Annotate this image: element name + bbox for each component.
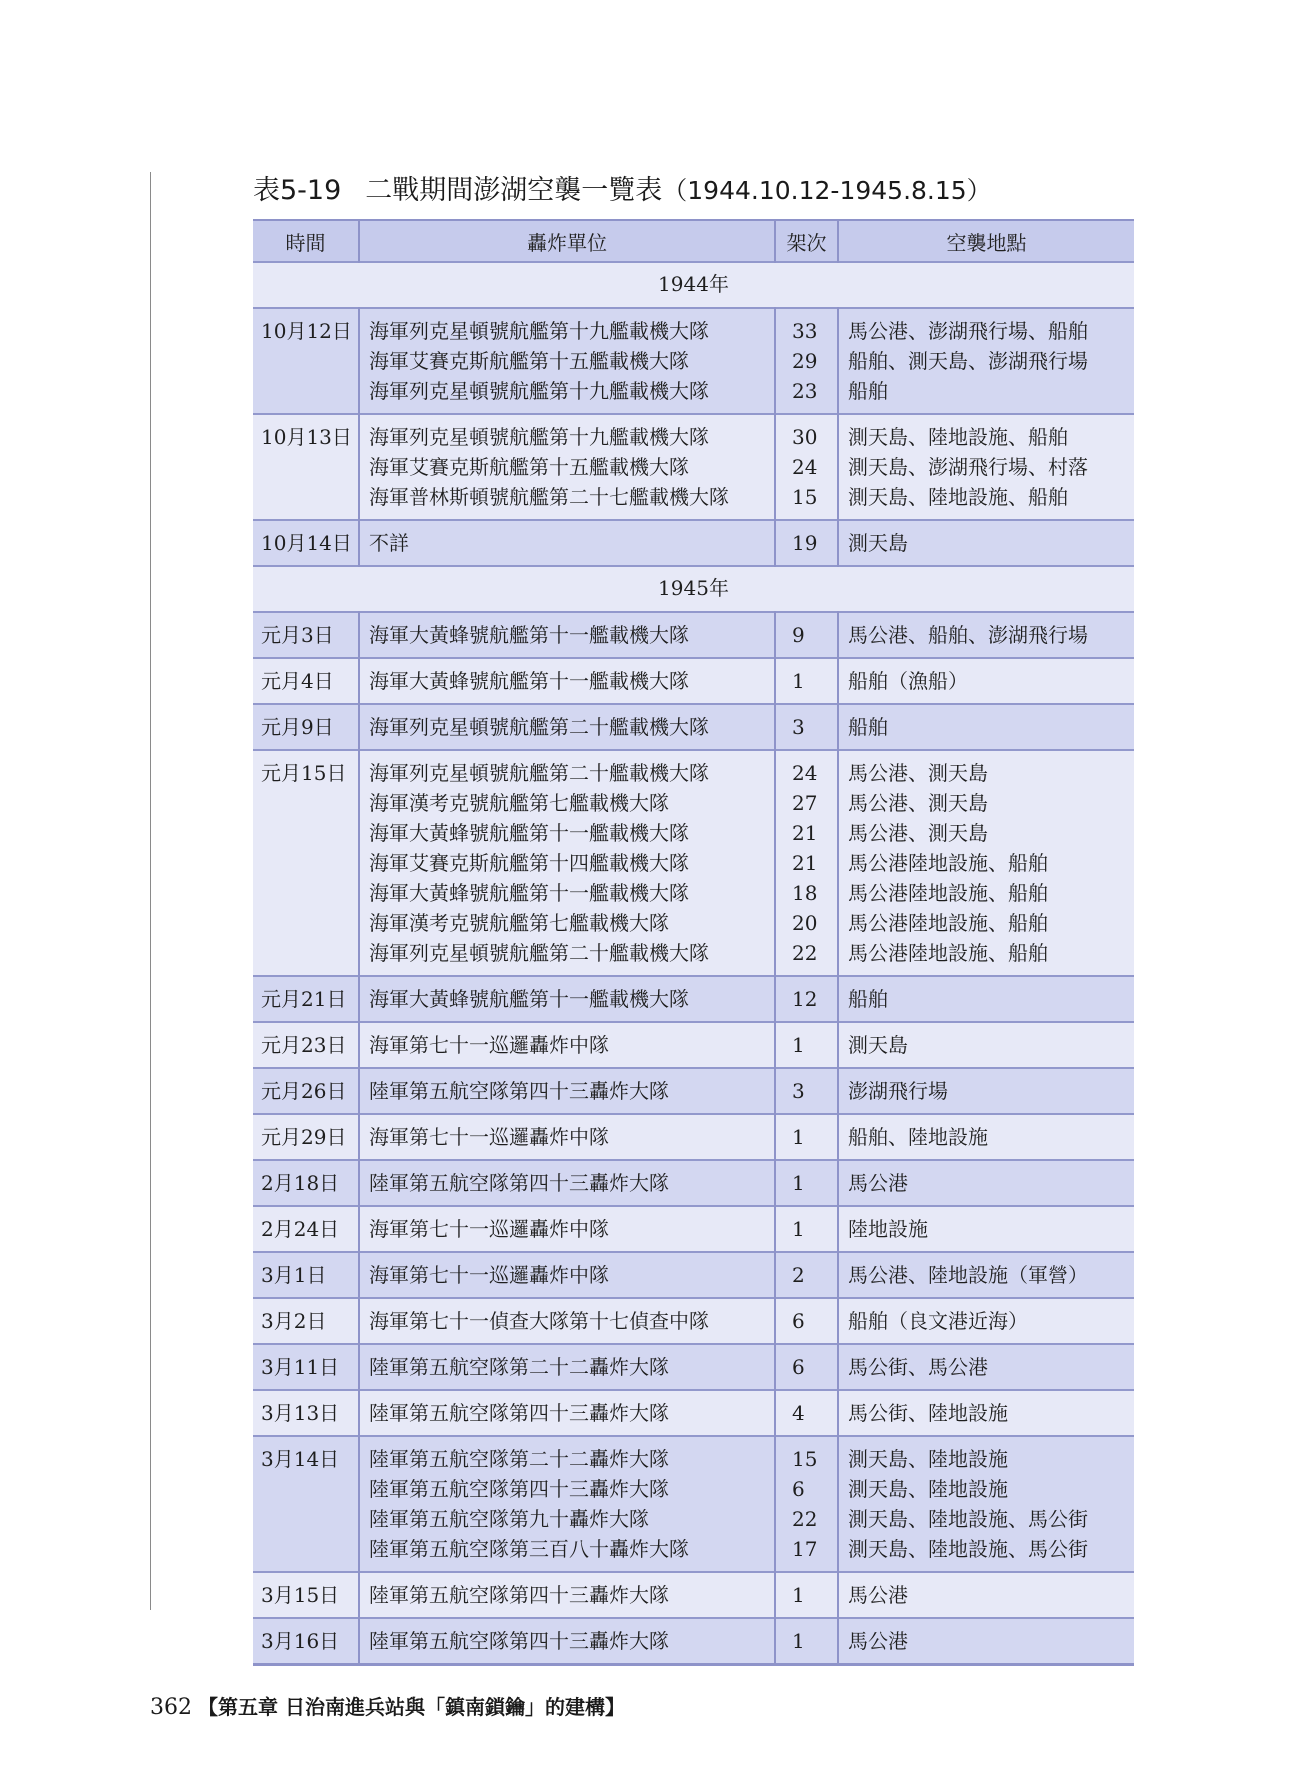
raid-location — [838, 1436, 1134, 1572]
raid-location-line: 測天島、澎湖飛行場、村落 — [848, 455, 1088, 479]
raid-date: 3月14日 — [253, 1436, 359, 1572]
raid-location-line: 馬公港、船舶、澎湖飛行場 — [848, 623, 1088, 647]
air-raid-table — [253, 219, 1134, 1666]
sortie-count-line: 1 — [792, 669, 805, 693]
bombing-unit-line: 海軍大黃蜂號航艦第十一艦載機大隊 — [369, 821, 689, 845]
raid-location — [838, 976, 1134, 1022]
bombing-unit-line: 海軍列克星頓號航艦第二十艦載機大隊 — [369, 761, 709, 785]
raid-location-line: 馬公港、澎湖飛行場、船舶 — [848, 319, 1088, 343]
sortie-count-line: 1 — [792, 1217, 805, 1241]
raid-location-line: 馬公港陸地設施、船舶 — [848, 911, 1048, 935]
raid-date: 3月13日 — [253, 1390, 359, 1436]
sortie-count-line: 6 — [792, 1477, 805, 1501]
header-unit: 轟炸單位 — [359, 220, 775, 262]
bombing-unit — [359, 1618, 775, 1665]
raid-location-line: 船舶 — [848, 987, 888, 1011]
table-row — [253, 1022, 1134, 1068]
year-label: 1944年 — [253, 262, 1134, 308]
raid-location-line: 馬公街、馬公港 — [848, 1355, 988, 1379]
table-row — [253, 1572, 1134, 1618]
bombing-unit-line: 海軍第七十一巡邏轟炸中隊 — [369, 1217, 609, 1241]
sortie-count-line: 6 — [792, 1309, 805, 1333]
raid-date: 3月1日 — [253, 1252, 359, 1298]
bombing-unit — [359, 704, 775, 750]
table-row — [253, 1160, 1134, 1206]
bombing-unit-line: 陸軍第五航空隊第四十三轟炸大隊 — [369, 1583, 669, 1607]
bombing-unit — [359, 612, 775, 658]
bombing-unit-line: 不詳 — [369, 531, 409, 555]
year-row — [253, 566, 1134, 612]
raid-location-line: 馬公港、測天島 — [848, 821, 988, 845]
raid-date: 3月11日 — [253, 1344, 359, 1390]
sortie-count-line: 1 — [792, 1033, 805, 1057]
bombing-unit — [359, 1390, 775, 1436]
sortie-count — [775, 612, 838, 658]
raid-date: 元月29日 — [253, 1114, 359, 1160]
sortie-count — [775, 750, 838, 976]
bombing-unit — [359, 658, 775, 704]
bombing-unit-line: 陸軍第五航空隊第四十三轟炸大隊 — [369, 1079, 669, 1103]
bombing-unit-line: 海軍大黃蜂號航艦第十一艦載機大隊 — [369, 623, 689, 647]
table-row — [253, 1344, 1134, 1390]
raid-location-line: 船舶（良文港近海） — [848, 1309, 1028, 1333]
raid-date: 2月18日 — [253, 1160, 359, 1206]
raid-location-line: 馬公港 — [848, 1629, 908, 1653]
raid-location — [838, 308, 1134, 414]
raid-date: 元月4日 — [253, 658, 359, 704]
bombing-unit — [359, 1572, 775, 1618]
sortie-count-line: 1 — [792, 1125, 805, 1149]
raid-location-line: 馬公港、測天島 — [848, 791, 988, 815]
raid-location — [838, 612, 1134, 658]
raid-location-line: 船舶 — [848, 379, 888, 403]
sortie-count-line: 2 — [792, 1263, 805, 1287]
bombing-unit-line: 陸軍第五航空隊第四十三轟炸大隊 — [369, 1171, 669, 1195]
raid-location — [838, 1022, 1134, 1068]
sortie-count-line: 18 — [792, 881, 818, 905]
sortie-count-line: 15 — [792, 1447, 818, 1471]
bombing-unit-line: 海軍第七十一偵查大隊第十七偵查中隊 — [369, 1309, 709, 1333]
sortie-count — [775, 1618, 838, 1665]
table-row — [253, 1436, 1134, 1572]
sortie-count — [775, 1572, 838, 1618]
bombing-unit — [359, 1252, 775, 1298]
bombing-unit — [359, 308, 775, 414]
sortie-count-line: 17 — [792, 1537, 818, 1561]
bombing-unit — [359, 1068, 775, 1114]
bombing-unit-line: 海軍第七十一巡邏轟炸中隊 — [369, 1033, 609, 1057]
raid-date: 元月23日 — [253, 1022, 359, 1068]
raid-location-line: 測天島、陸地設施、馬公街 — [848, 1537, 1088, 1561]
bombing-unit-line: 海軍漢考克號航艦第七艦載機大隊 — [369, 911, 669, 935]
table-row — [253, 1068, 1134, 1114]
header-location: 空襲地點 — [838, 220, 1134, 262]
raid-date: 元月9日 — [253, 704, 359, 750]
raid-location-line: 測天島 — [848, 531, 908, 555]
sortie-count — [775, 1436, 838, 1572]
raid-date: 10月13日 — [253, 414, 359, 520]
bombing-unit-line: 海軍大黃蜂號航艦第十一艦載機大隊 — [369, 987, 689, 1011]
raid-location — [838, 1160, 1134, 1206]
sortie-count-line: 20 — [792, 911, 818, 935]
raid-location-line: 馬公港 — [848, 1171, 908, 1195]
caption-number: 表5-19 — [253, 175, 342, 206]
bombing-unit-line: 海軍第七十一巡邏轟炸中隊 — [369, 1125, 609, 1149]
year-row — [253, 262, 1134, 308]
sortie-count-line: 24 — [792, 455, 818, 479]
raid-location-line: 馬公港 — [848, 1583, 908, 1607]
bombing-unit-line: 陸軍第五航空隊第四十三轟炸大隊 — [369, 1477, 669, 1501]
sortie-count — [775, 658, 838, 704]
sortie-count-line: 1 — [792, 1583, 805, 1607]
sortie-count-line: 6 — [792, 1355, 805, 1379]
chapter-title: 【第五章 日治南進兵站與「鎮南鎖鑰」的建構】 — [198, 1695, 625, 1719]
raid-location-line: 澎湖飛行場 — [848, 1079, 948, 1103]
raid-location-line: 船舶、陸地設施 — [848, 1125, 988, 1149]
sortie-count-line: 24 — [792, 761, 818, 785]
bombing-unit — [359, 1298, 775, 1344]
table-row — [253, 612, 1134, 658]
bombing-unit-line: 陸軍第五航空隊第二十二轟炸大隊 — [369, 1355, 669, 1379]
sortie-count-line: 27 — [792, 791, 818, 815]
sortie-count-line: 19 — [792, 531, 818, 555]
year-label: 1945年 — [253, 566, 1134, 612]
raid-location-line: 測天島、陸地設施、船舶 — [848, 425, 1068, 449]
raid-date: 元月21日 — [253, 976, 359, 1022]
table-row — [253, 308, 1134, 414]
bombing-unit — [359, 1114, 775, 1160]
bombing-unit-line: 海軍普林斯頓號航艦第二十七艦載機大隊 — [369, 485, 729, 509]
margin-rule — [150, 172, 151, 1610]
page-footer — [150, 1690, 625, 1724]
sortie-count — [775, 1390, 838, 1436]
raid-date: 3月16日 — [253, 1618, 359, 1665]
sortie-count-line: 4 — [792, 1401, 805, 1425]
table-row — [253, 414, 1134, 520]
raid-location-line: 測天島 — [848, 1033, 908, 1057]
bombing-unit-line: 海軍列克星頓號航艦第十九艦載機大隊 — [369, 379, 709, 403]
sortie-count — [775, 1114, 838, 1160]
raid-location — [838, 1114, 1134, 1160]
header-sorties: 架次 — [775, 220, 838, 262]
raid-location-line: 測天島、陸地設施 — [848, 1447, 1008, 1471]
raid-location-line: 船舶、測天島、澎湖飛行場 — [848, 349, 1088, 373]
raid-date: 3月2日 — [253, 1298, 359, 1344]
raid-date: 3月15日 — [253, 1572, 359, 1618]
table-row — [253, 750, 1134, 976]
bombing-unit-line: 海軍艾賽克斯航艦第十五艦載機大隊 — [369, 455, 689, 479]
table-row — [253, 658, 1134, 704]
bombing-unit-line: 海軍列克星頓號航艦第十九艦載機大隊 — [369, 425, 709, 449]
table-row — [253, 1252, 1134, 1298]
table-row — [253, 1390, 1134, 1436]
sortie-count — [775, 1160, 838, 1206]
sortie-count — [775, 1344, 838, 1390]
raid-location-line: 陸地設施 — [848, 1217, 928, 1241]
raid-location — [838, 414, 1134, 520]
bombing-unit — [359, 1344, 775, 1390]
sortie-count — [775, 1298, 838, 1344]
sortie-count — [775, 414, 838, 520]
raid-location-line: 馬公港陸地設施、船舶 — [848, 851, 1048, 875]
bombing-unit-line: 海軍艾賽克斯航艦第十四艦載機大隊 — [369, 851, 689, 875]
bombing-unit — [359, 520, 775, 566]
bombing-unit-line: 海軍大黃蜂號航艦第十一艦載機大隊 — [369, 881, 689, 905]
sortie-count-line: 3 — [792, 715, 805, 739]
sortie-count-line: 21 — [792, 851, 818, 875]
bombing-unit — [359, 1160, 775, 1206]
raid-location — [838, 1618, 1134, 1665]
table-row — [253, 1618, 1134, 1665]
bombing-unit-line: 海軍列克星頓號航艦第十九艦載機大隊 — [369, 319, 709, 343]
table-body — [253, 262, 1134, 1665]
bombing-unit — [359, 1206, 775, 1252]
sortie-count-line: 1 — [792, 1629, 805, 1653]
sortie-count — [775, 1252, 838, 1298]
bombing-unit-line: 陸軍第五航空隊第四十三轟炸大隊 — [369, 1401, 669, 1425]
raid-location-line: 馬公港陸地設施、船舶 — [848, 881, 1048, 905]
sortie-count-line: 9 — [792, 623, 805, 647]
caption-title: 二戰期間澎湖空襲一覽表 — [365, 175, 663, 206]
bombing-unit-line: 海軍大黃蜂號航艦第十一艦載機大隊 — [369, 669, 689, 693]
raid-location — [838, 658, 1134, 704]
raid-date: 2月24日 — [253, 1206, 359, 1252]
raid-date: 10月14日 — [253, 520, 359, 566]
sortie-count-line: 23 — [792, 379, 818, 403]
table-row — [253, 520, 1134, 566]
caption-range: （1944.10.12-1945.8.15） — [662, 176, 992, 205]
sortie-count-line: 30 — [792, 425, 818, 449]
raid-location — [838, 1206, 1134, 1252]
sortie-count-line: 22 — [792, 941, 818, 965]
sortie-count — [775, 976, 838, 1022]
bombing-unit-line: 海軍漢考克號航艦第七艦載機大隊 — [369, 791, 669, 815]
raid-location-line: 測天島、陸地設施 — [848, 1477, 1008, 1501]
sortie-count-line: 22 — [792, 1507, 818, 1531]
raid-location-line: 馬公街、陸地設施 — [848, 1401, 1008, 1425]
raid-location — [838, 1390, 1134, 1436]
sortie-count — [775, 1206, 838, 1252]
raid-location — [838, 750, 1134, 976]
bombing-unit-line: 海軍第七十一巡邏轟炸中隊 — [369, 1263, 609, 1287]
raid-location — [838, 1068, 1134, 1114]
table-row — [253, 1206, 1134, 1252]
raid-location-line: 測天島、陸地設施、馬公街 — [848, 1507, 1088, 1531]
bombing-unit-line: 陸軍第五航空隊第二十二轟炸大隊 — [369, 1447, 669, 1471]
table-row — [253, 1114, 1134, 1160]
sortie-count-line: 12 — [792, 987, 818, 1011]
sortie-count — [775, 1068, 838, 1114]
raid-date: 元月3日 — [253, 612, 359, 658]
bombing-unit — [359, 414, 775, 520]
sortie-count-line: 29 — [792, 349, 818, 373]
sortie-count — [775, 520, 838, 566]
bombing-unit-line: 陸軍第五航空隊第九十轟炸大隊 — [369, 1507, 649, 1531]
bombing-unit-line: 海軍艾賽克斯航艦第十五艦載機大隊 — [369, 349, 689, 373]
raid-date: 元月15日 — [253, 750, 359, 976]
raid-date: 元月26日 — [253, 1068, 359, 1114]
bombing-unit-line: 陸軍第五航空隊第三百八十轟炸大隊 — [369, 1537, 689, 1561]
header-row — [253, 220, 1134, 262]
sortie-count-line: 21 — [792, 821, 818, 845]
sortie-count-line: 33 — [792, 319, 818, 343]
table-row — [253, 1298, 1134, 1344]
bombing-unit — [359, 1436, 775, 1572]
table-row — [253, 704, 1134, 750]
header-time: 時間 — [253, 220, 359, 262]
raid-location-line: 馬公港陸地設施、船舶 — [848, 941, 1048, 965]
raid-location — [838, 1298, 1134, 1344]
raid-location — [838, 1344, 1134, 1390]
bombing-unit — [359, 750, 775, 976]
raid-location-line: 船舶 — [848, 715, 888, 739]
sortie-count — [775, 704, 838, 750]
bombing-unit — [359, 976, 775, 1022]
page-number: 362 — [150, 1695, 192, 1720]
raid-location — [838, 1572, 1134, 1618]
bombing-unit-line: 海軍列克星頓號航艦第二十艦載機大隊 — [369, 941, 709, 965]
table-caption — [253, 168, 992, 214]
raid-location — [838, 704, 1134, 750]
raid-location-line: 馬公港、測天島 — [848, 761, 988, 785]
raid-date: 10月12日 — [253, 308, 359, 414]
raid-location — [838, 520, 1134, 566]
sortie-count — [775, 1022, 838, 1068]
raid-location-line: 測天島、陸地設施、船舶 — [848, 485, 1068, 509]
raid-location — [838, 1252, 1134, 1298]
raid-location-line: 船舶（漁船） — [848, 669, 968, 693]
table-row — [253, 976, 1134, 1022]
raid-location-line: 馬公港、陸地設施（軍營） — [848, 1263, 1088, 1287]
sortie-count — [775, 308, 838, 414]
sortie-count-line: 15 — [792, 485, 818, 509]
bombing-unit-line: 陸軍第五航空隊第四十三轟炸大隊 — [369, 1629, 669, 1653]
sortie-count-line: 1 — [792, 1171, 805, 1195]
bombing-unit-line: 海軍列克星頓號航艦第二十艦載機大隊 — [369, 715, 709, 739]
bombing-unit — [359, 1022, 775, 1068]
sortie-count-line: 3 — [792, 1079, 805, 1103]
